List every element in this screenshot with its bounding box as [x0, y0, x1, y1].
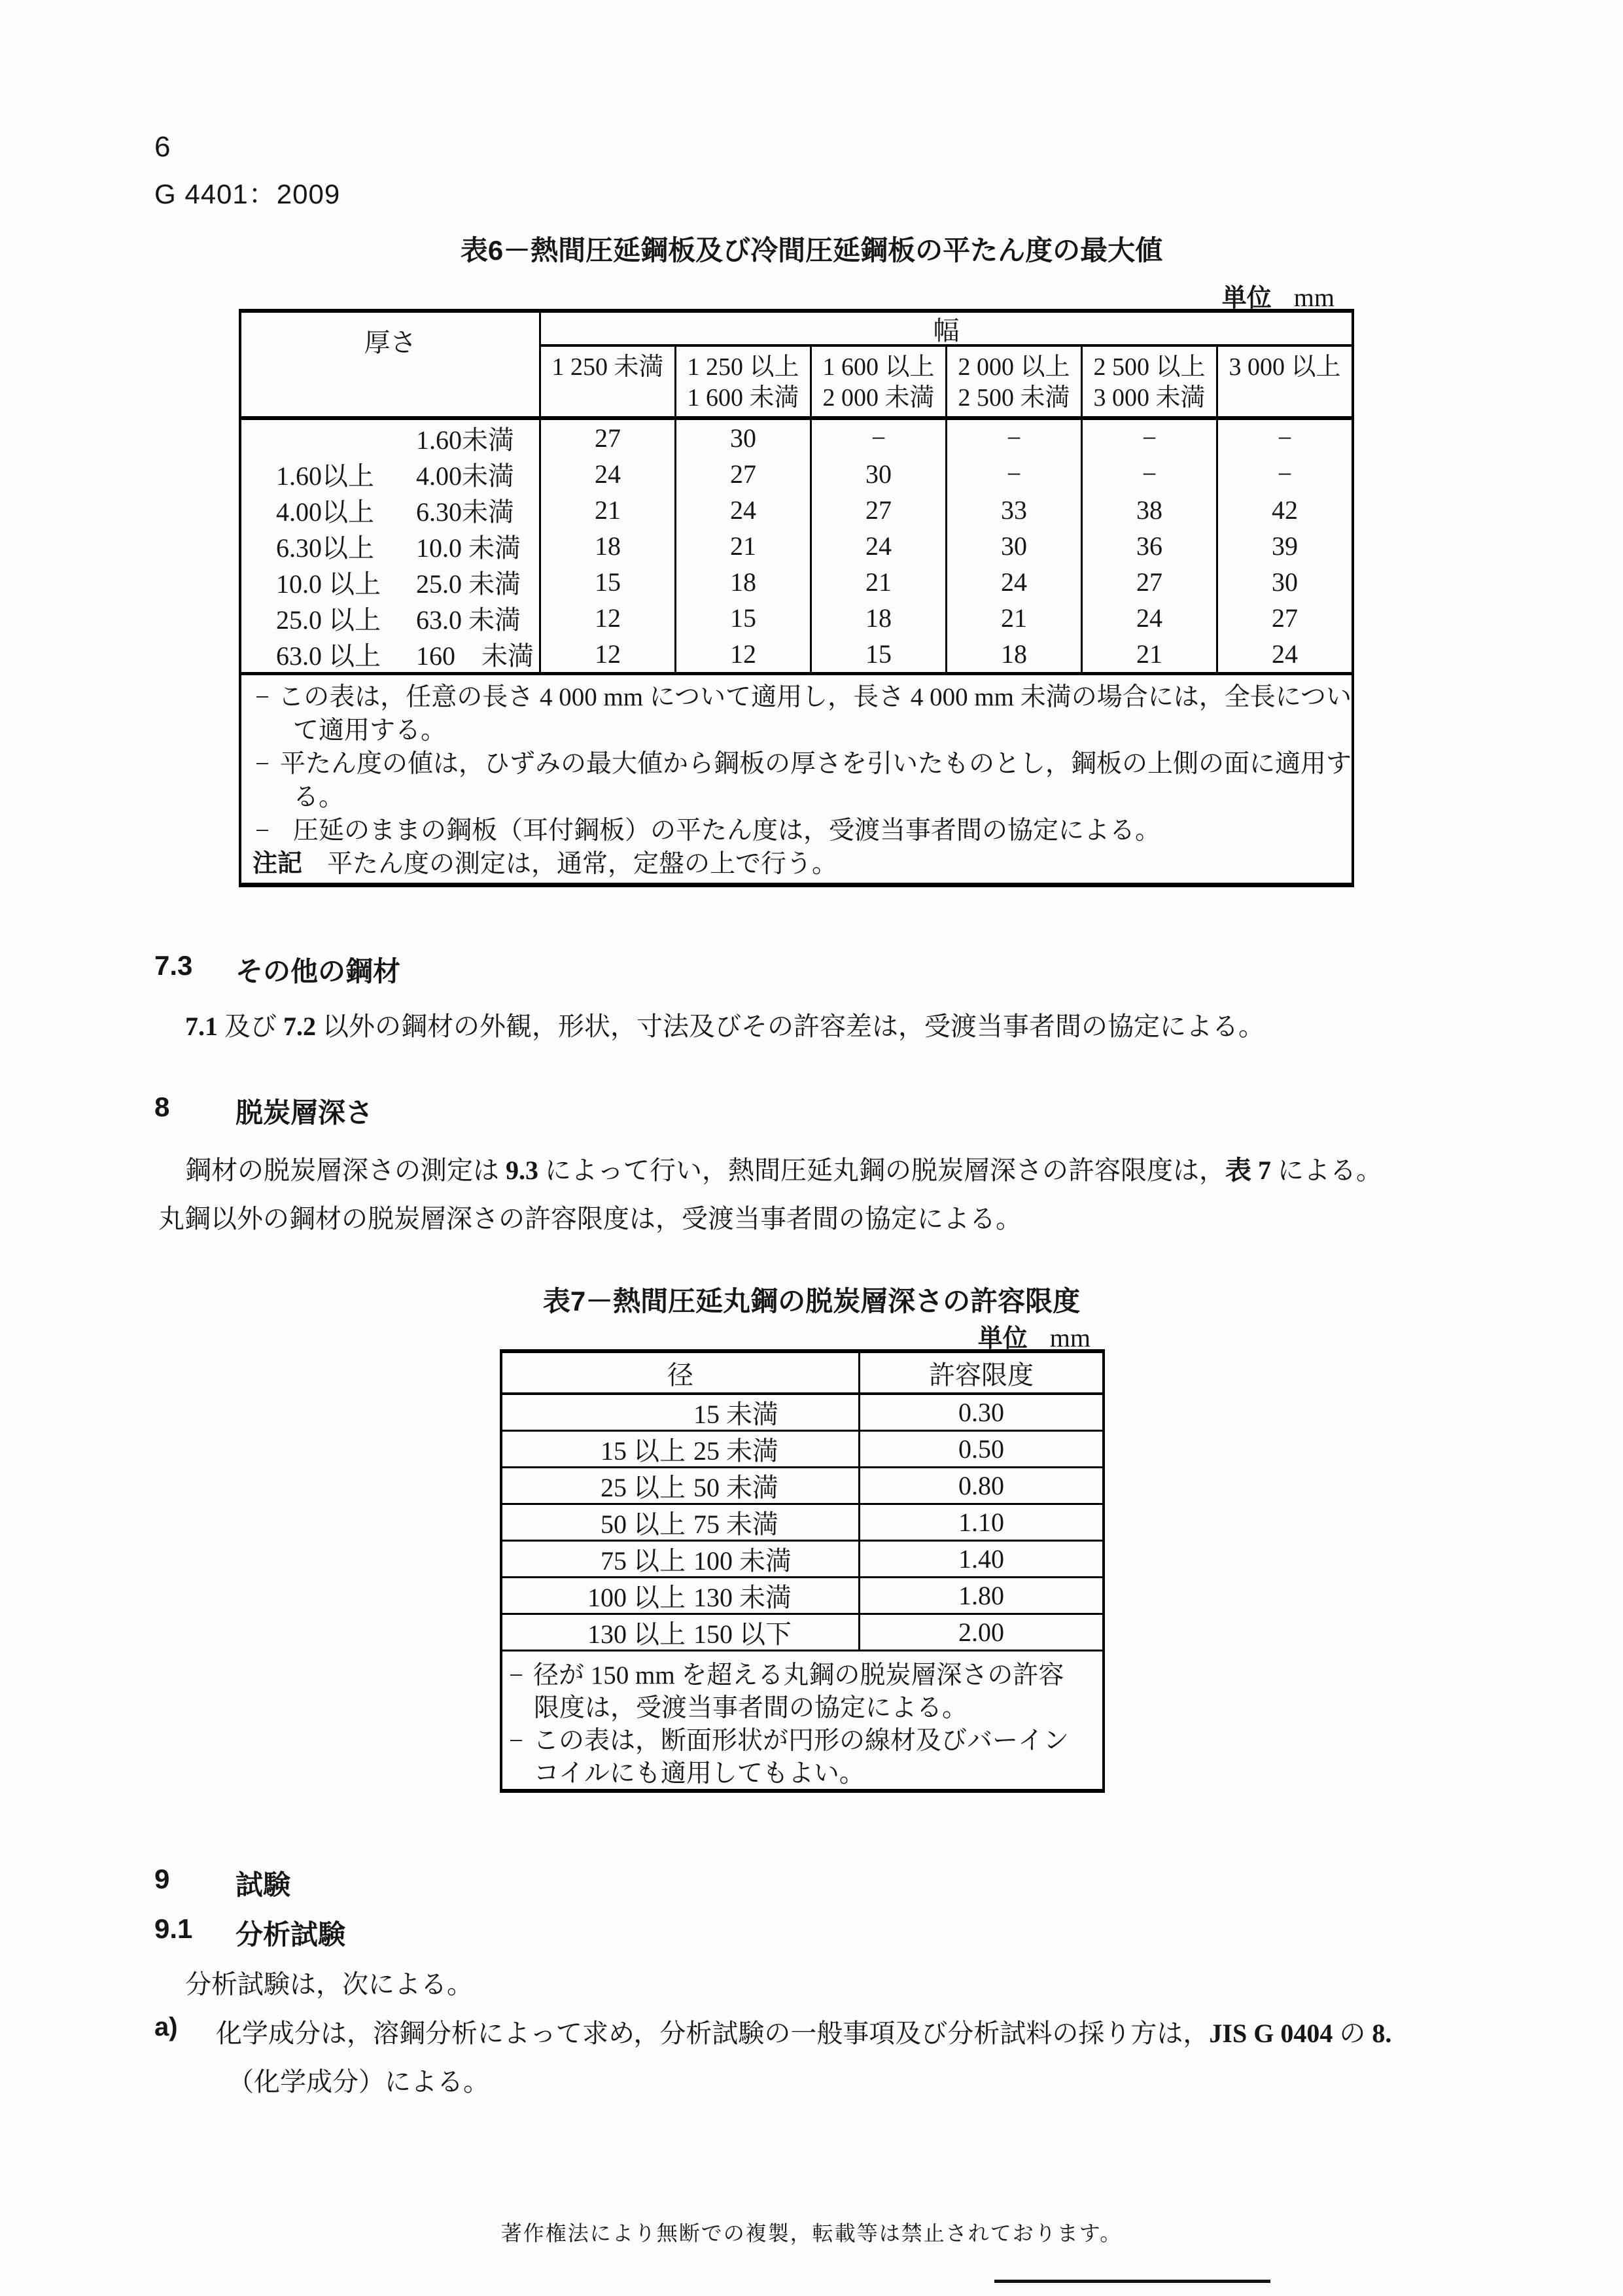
- table6-value-cell: 42: [1216, 492, 1352, 528]
- text-segment: 及び: [218, 1012, 283, 1041]
- text-segment: による。: [1271, 1156, 1382, 1185]
- thickness-min: 1.60以上: [276, 461, 374, 491]
- table6-thickness-cell: [241, 420, 541, 456]
- text-segment: 7.1: [185, 1012, 218, 1041]
- note-text-continuation: コイルにも適用してもよい。: [534, 1759, 865, 1788]
- section-number: 7.3: [154, 950, 193, 981]
- table7-limit-cell: 0.30: [958, 1398, 1004, 1427]
- thickness-min: 25.0 以上: [276, 605, 381, 635]
- table6-value-cell: 33: [945, 492, 1081, 528]
- section-9-heading: [154, 1863, 290, 1903]
- table6-row: [241, 528, 1352, 564]
- table7: [500, 1349, 1105, 1793]
- table-note-line: [241, 814, 1352, 847]
- standard-code: G 4401：2009: [154, 179, 341, 209]
- table6-value-cell: −: [810, 420, 945, 456]
- diameter-max: 130 未満: [693, 1583, 792, 1612]
- width-range-line: 2 000 以上: [958, 353, 1070, 381]
- table-note-line: [502, 1659, 1102, 1692]
- table7-body: [502, 1395, 1102, 1651]
- unit-value: mm: [1049, 1323, 1091, 1352]
- table6-thickness-cell: [241, 456, 541, 492]
- text-segment: 7.2: [283, 1012, 316, 1041]
- table6-row: [241, 636, 1352, 672]
- table6-thickness-cell: [241, 564, 541, 600]
- table-note-line: [241, 680, 1352, 714]
- section-8-heading: [154, 1091, 373, 1131]
- table7-diameter-cell: [502, 1578, 860, 1613]
- table7-diameter-cell: [502, 1395, 860, 1430]
- dash-marker: −: [509, 1727, 523, 1755]
- table7-row: [502, 1615, 1102, 1651]
- table6-thickness-cell: [241, 600, 541, 636]
- table7-title: 表7－熱間圧延丸鋼の脱炭層深さの許容限度: [542, 1286, 1081, 1316]
- table6-value-cell: 24: [810, 528, 945, 564]
- table6-width-subheaders: [541, 347, 1352, 416]
- section-title: 分析試験: [236, 1919, 346, 1950]
- list-item-a-line2: （化学成分）による。: [228, 2067, 489, 2096]
- table6-value-cell: 30: [945, 528, 1081, 564]
- table7-diameter-cell: [502, 1432, 860, 1466]
- thickness-max: 25.0 未満: [416, 569, 521, 599]
- width-range-line: 1 250 未満: [551, 353, 664, 381]
- table-note-line: [241, 847, 1352, 881]
- table6-thickness-cell: [241, 636, 541, 672]
- table-note-line: [502, 1692, 1102, 1725]
- table-note-line: [241, 714, 1352, 747]
- table6-value-cell: 15: [674, 600, 810, 636]
- table6-row: [241, 456, 1352, 492]
- table7-limit-cell: 1.40: [958, 1544, 1004, 1574]
- width-range-line: 3 000 以上: [1229, 353, 1341, 381]
- thickness-max: 63.0 未満: [416, 605, 521, 635]
- table6-value-cell: 30: [674, 420, 810, 456]
- table6-value-cell: 24: [595, 459, 621, 489]
- table6-width-range-header: [674, 347, 810, 416]
- table7-limit-cell: 1.80: [958, 1581, 1004, 1610]
- thickness-min: 4.00以上: [276, 497, 374, 527]
- table6-value-cell: 21: [945, 600, 1081, 636]
- table6-value-cell: 18: [945, 636, 1081, 672]
- width-range-line: 1 600 未満: [687, 384, 799, 412]
- text-segment: 9.3: [506, 1156, 538, 1185]
- table6-value-cell: −: [1216, 420, 1352, 456]
- table6-value-cell: 21: [1081, 636, 1216, 672]
- table6-value-cell: 27: [1081, 564, 1216, 600]
- table7-row: [502, 1542, 1102, 1578]
- table7-limit-header: 許容限度: [929, 1360, 1034, 1390]
- table6-value-cell: 18: [810, 600, 945, 636]
- table7-notes: [502, 1651, 1102, 1790]
- table6-value-cell: 24: [1216, 636, 1352, 672]
- diameter-min: 15 以上: [601, 1436, 686, 1466]
- table6-value-cell: 21: [810, 564, 945, 600]
- thickness-min: 6.30以上: [276, 533, 374, 563]
- list-item-marker: a): [154, 2013, 178, 2041]
- note-label: 注記: [253, 850, 303, 877]
- table6-value-cell: 39: [1216, 528, 1352, 564]
- text-segment: 表 7: [1225, 1156, 1271, 1185]
- table6-value-cell: 24: [1081, 600, 1216, 636]
- table6-value-cell: 36: [1081, 528, 1216, 564]
- table6-value-cell: −: [1216, 456, 1352, 492]
- diameter-max: 50 未満: [693, 1473, 778, 1502]
- table7-diameter-cell: [502, 1505, 860, 1540]
- table7-row: [502, 1395, 1102, 1432]
- table6-thickness-cell: [241, 528, 541, 564]
- table6-value-cell: 15: [595, 567, 621, 597]
- table6-value-cell: 12: [595, 639, 621, 669]
- table6-value-cell: 24: [674, 492, 810, 528]
- table7-diameter-cell: [502, 1542, 860, 1576]
- table6-value-cell: 27: [810, 492, 945, 528]
- table6-row: [241, 564, 1352, 600]
- table6-width-range-header: [810, 347, 945, 416]
- table7-row: [502, 1505, 1102, 1542]
- diameter-max: 100 未満: [693, 1546, 792, 1576]
- thickness-max: 160 未満: [416, 641, 534, 671]
- table6-notes: [241, 672, 1352, 881]
- table7-unit: [978, 1318, 1091, 1354]
- text-segment: JIS G 0404: [1209, 2019, 1333, 2048]
- thickness-max: 6.30未満: [416, 497, 514, 527]
- diameter-max: 15 未満: [693, 1400, 778, 1429]
- table6-value-cell: 27: [1216, 600, 1352, 636]
- table7-diameter-header: 径: [502, 1353, 860, 1392]
- table7-header: [502, 1353, 1102, 1395]
- table6-value-cell: 21: [674, 528, 810, 564]
- text-segment: 以外の鋼材の外観，形状，寸法及びその許容差は，受渡当事者間の協定による。: [316, 1012, 1265, 1041]
- width-range-line: 1 250 以上: [687, 353, 799, 381]
- text-segment: の: [1333, 2019, 1372, 2048]
- table6-value-cell: 18: [595, 531, 621, 561]
- section-7-3-paragraph: [185, 1006, 1265, 1043]
- dash-marker: −: [255, 817, 270, 845]
- table-note-line: [502, 1725, 1102, 1757]
- diameter-min: 130 以上: [587, 1619, 686, 1649]
- width-range-line: 2 500 以上: [1093, 353, 1206, 381]
- section-number: 9.1: [154, 1913, 193, 1944]
- table6-value-cell: 12: [674, 636, 810, 672]
- table6-value-cell: 27: [595, 423, 621, 453]
- table7-limit-cell: 2.00: [958, 1617, 1004, 1647]
- copyright-notice: 著作権法により無断での複製，転載等は禁止されております。: [500, 2221, 1123, 2245]
- table7-limit-cell: 0.80: [958, 1471, 1004, 1500]
- section-title: 脱炭層深さ: [236, 1097, 374, 1128]
- table6-unit: [1222, 277, 1335, 313]
- thickness-min: 63.0 以上: [276, 641, 381, 671]
- text-segment: 8.: [1372, 2019, 1392, 2048]
- thickness-min: 10.0 以上: [276, 569, 381, 599]
- note-text: この表は，断面形状が円形の線材及びバーイン: [533, 1727, 1070, 1755]
- table6-value-cell: 30: [810, 456, 945, 492]
- table6-value-cell: −: [1081, 456, 1216, 492]
- width-range-line: 3 000 未満: [1093, 384, 1206, 412]
- width-range-line: 1 600 以上: [822, 353, 935, 381]
- unit-label: 単位: [1221, 285, 1272, 312]
- table6-width-range-header: [541, 347, 674, 416]
- table6-width-header: 幅: [541, 313, 1352, 347]
- table7-limit-cell: 1.10: [958, 1508, 1004, 1537]
- section-title: 試験: [236, 1869, 291, 1900]
- section-number: 9: [154, 1863, 170, 1894]
- diameter-min: 75 以上: [601, 1546, 686, 1576]
- note-text: 径が 150 mm を超える丸鋼の脱炭層深さの許容: [533, 1661, 1064, 1689]
- note-text-continuation: 限度は，受渡当事者間の協定による。: [534, 1694, 968, 1722]
- table-note-line: [241, 781, 1352, 814]
- table7-limit-cell: 0.50: [958, 1434, 1004, 1464]
- dash-marker: −: [509, 1661, 523, 1689]
- diameter-max: 75 未満: [693, 1510, 778, 1539]
- table6-header: [241, 313, 1352, 420]
- table6-value-cell: 38: [1081, 492, 1216, 528]
- text-segment: 鋼材の脱炭層深さの測定は: [185, 1156, 506, 1185]
- table6-value-cell: 24: [945, 564, 1081, 600]
- section-9-1-heading: [154, 1913, 345, 1952]
- table6-row: [241, 492, 1352, 528]
- scan-edge-line: [994, 2280, 1270, 2283]
- table6-value-cell: 15: [810, 636, 945, 672]
- page-number: 6: [154, 131, 171, 163]
- thickness-max: 4.00未満: [416, 461, 514, 491]
- table-note-line: [502, 1757, 1102, 1790]
- table6-thickness-cell: [241, 492, 541, 528]
- text-segment: によって行い，熱間圧延丸鋼の脱炭層深さの許容限度は，: [538, 1156, 1225, 1185]
- table6-value-cell: 12: [595, 603, 621, 633]
- note-text: この表は，任意の長さ 4 000 mm について適用し，長さ 4 000 mm 未満の場合には，全長につい: [278, 683, 1352, 711]
- section-8-paragraph-line2: 丸鋼以外の鋼材の脱炭層深さの許容限度は，受渡当事者間の協定による。: [158, 1204, 1022, 1233]
- section-8-paragraph-line1: [185, 1150, 1382, 1187]
- thickness-max: 10.0 未満: [416, 533, 521, 563]
- table7-row: [502, 1578, 1102, 1615]
- list-item-text: [216, 2013, 1391, 2050]
- thickness-max: 1.60未満: [416, 425, 514, 455]
- note-text-continuation: る。: [293, 783, 345, 811]
- table6-value-cell: 18: [674, 564, 810, 600]
- diameter-min: 50 以上: [601, 1510, 686, 1539]
- section-7-3-heading: [154, 950, 400, 989]
- unit-label: 単位: [977, 1325, 1028, 1352]
- list-item-a: [154, 2013, 1391, 2050]
- table-note-line: [241, 747, 1352, 781]
- table6-thickness-header: 厚さ: [241, 313, 541, 416]
- text-segment: 化学成分は，溶鋼分析によって求め，分析試験の一般事項及び分析試料の採り方は，: [216, 2019, 1210, 2048]
- unit-value: mm: [1293, 283, 1335, 312]
- table6-body: [241, 420, 1352, 672]
- table6-value-cell: −: [945, 456, 1081, 492]
- table6-row: [241, 600, 1352, 636]
- table7-row: [502, 1468, 1102, 1505]
- diameter-min: 100 以上: [587, 1583, 686, 1612]
- section-title: その他の鋼材: [236, 956, 401, 987]
- dash-marker: −: [255, 683, 270, 711]
- section-number: 8: [154, 1091, 170, 1122]
- table7-row: [502, 1432, 1102, 1468]
- table6-row: [241, 420, 1352, 456]
- note-text-continuation: て適用する。: [293, 716, 447, 745]
- width-range-line: 2 500 未満: [958, 384, 1070, 412]
- dash-marker: −: [255, 750, 270, 778]
- table6-value-cell: 30: [1216, 564, 1352, 600]
- note-text: 平たん度の測定は，通常，定盤の上で行う。: [327, 850, 838, 878]
- table6-title: 表6－熱間圧延鋼板及び冷間圧延鋼板の平たん度の最大値: [460, 235, 1163, 266]
- table6-width-range-header: [945, 347, 1081, 416]
- note-text: 圧延のままの鋼板（耳付鋼板）の平たん度は，受渡当事者間の協定による。: [293, 817, 1161, 845]
- table6-value-cell: −: [945, 420, 1081, 456]
- table6-width-group: [541, 313, 1352, 416]
- table7-diameter-cell: [502, 1468, 860, 1503]
- note-text: 平たん度の値は，ひずみの最大値から鋼板の厚さを引いたものとし，鋼板の上側の面に適用す: [279, 750, 1352, 778]
- table6-value-cell: 21: [595, 495, 621, 525]
- table6-value-cell: −: [1081, 420, 1216, 456]
- section-9-1-paragraph: 分析試験は，次による。: [185, 1969, 473, 1999]
- table6: [239, 309, 1354, 887]
- table7-diameter-cell: [502, 1615, 860, 1650]
- diameter-min: 25 以上: [601, 1473, 686, 1502]
- table6-value-cell: 27: [674, 456, 810, 492]
- table6-width-range-header: [1216, 347, 1352, 416]
- width-range-line: 2 000 未満: [822, 384, 935, 412]
- diameter-max: 150 以下: [693, 1619, 792, 1649]
- diameter-max: 25 未満: [693, 1436, 778, 1466]
- table6-width-range-header: [1081, 347, 1216, 416]
